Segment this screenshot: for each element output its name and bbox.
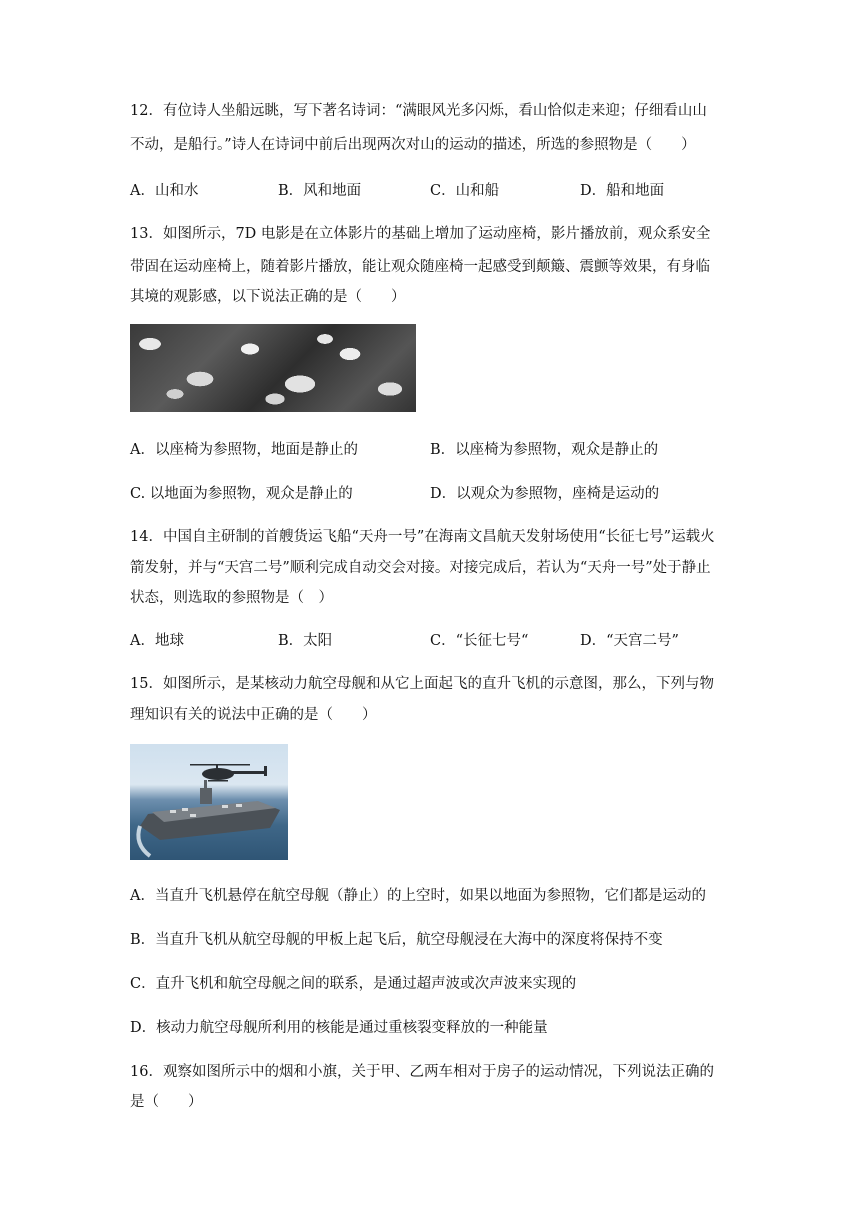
q15-text-line2: 理知识有关的说法中正确的是（ ）: [130, 707, 377, 723]
q15-option-d: D．核动力航空母舰所利用的核能是通过重核裂变释放的一种能量: [130, 1020, 548, 1036]
q13-text-line3: 其境的观影感，以下说法正确的是（ ）: [130, 289, 406, 305]
q12-option-b: B．风和地面: [278, 183, 362, 199]
q15-text-line1: 15．如图所示，是某核动力航空母舰和从它上面起飞的直升飞机的示意图，那么，下列与物: [130, 676, 714, 692]
q14-option-c: C．“长征七号“: [430, 633, 529, 649]
aircraft-carrier-helicopter-photo: [130, 744, 288, 860]
q15-option-b: B．当直升飞机从航空母舰的甲板上起飞后，航空母舰浸在大海中的深度将保持不变: [130, 932, 663, 948]
cinema-seat-photo: [130, 324, 416, 412]
q13-option-d: D．以观众为参照物，座椅是运动的: [430, 486, 660, 502]
q12-option-c: C．山和船: [430, 183, 500, 199]
q14-text-line3: 状态，则选取的参照物是（ ）: [130, 590, 333, 606]
q12-option-d: D．船和地面: [580, 183, 665, 199]
q13-text-line2: 带固在运动座椅上，随着影片播放，能让观众随座椅一起感受到颠簸、震颤等效果，有身临: [130, 259, 710, 275]
q16-text-line2: 是（ ）: [130, 1094, 203, 1110]
q14-text-line1: 14．中国自主研制的首艘货运飞船“天舟一号”在海南文昌航天发射场使用“长征七号”运载火: [130, 529, 715, 545]
q13-option-c: C. 以地面为参照物，观众是静止的: [130, 486, 353, 502]
q14-option-b: B．太阳: [278, 633, 333, 649]
q15-option-a: A．当直升飞机悬停在航空母舰（静止）的上空时，如果以地面为参照物，它们都是运动的: [130, 888, 706, 904]
q15-option-c: C．直升飞机和航空母舰之间的联系，是通过超声波或次声波来实现的: [130, 976, 577, 992]
q13-option-b: B．以座椅为参照物，观众是静止的: [430, 442, 659, 458]
q16-text-line1: 16．观察如图所示中的烟和小旗，关于甲、乙两车相对于房子的运动情况，下列说法正确的: [130, 1064, 714, 1080]
q12-option-a: A．山和水: [130, 183, 199, 199]
q14-option-a: A．地球: [130, 633, 184, 649]
q13-option-a: A．以座椅为参照物，地面是静止的: [130, 442, 358, 458]
q14-option-d: D．“天宫二号”: [580, 633, 679, 649]
q12-text-line2: 不动，是船行。”诗人在诗词中前后出现两次对山的运动的描述，所选的参照物是（ ）: [130, 137, 696, 153]
q12-text-line1: 12．有位诗人坐船远眺，写下著名诗词：“满眼风光多闪烁，看山恰似走来迎；仔细看山山: [130, 103, 707, 119]
q14-text-line2: 箭发射，并与“天宫二号”顺利完成自动交会对接。对接完成后，若认为“天舟一号”处于静止: [130, 560, 711, 576]
q13-text-line1: 13．如图所示，7D 电影是在立体影片的基础上增加了运动座椅，影片播放前，观众系安全: [130, 226, 711, 242]
